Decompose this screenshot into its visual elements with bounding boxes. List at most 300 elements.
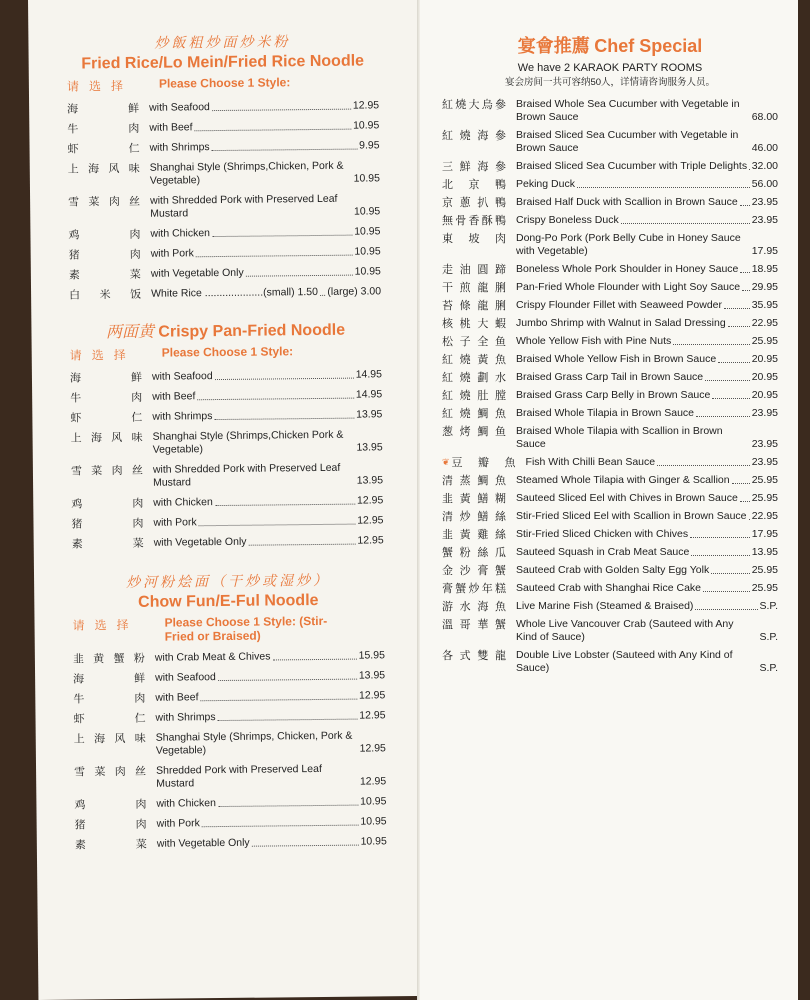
menu-item	[67, 99, 379, 115]
dot-leader	[740, 501, 750, 502]
menu-item-price: 12.95	[359, 709, 386, 722]
menu-item-price: 23.95	[751, 456, 778, 468]
menu-item	[442, 196, 778, 209]
menu-item-desc	[516, 317, 778, 330]
section-title-cn: 炒飯粗炒面炒米粉	[154, 34, 291, 52]
menu-item-cn: 金沙膏蟹	[442, 564, 506, 577]
menu-item-price: 22.95	[751, 510, 778, 522]
menu-item-price: 12.95	[357, 534, 384, 547]
menu-item-price: 22.95	[751, 317, 778, 329]
dot-leader	[695, 609, 757, 610]
menu-item-cn: 海鲜	[69, 370, 143, 385]
menu-item-desc	[516, 129, 778, 155]
menu-item	[442, 335, 778, 348]
menu-item	[73, 649, 385, 665]
menu-item-en: Fish With Chilli Bean Sauce	[525, 456, 656, 468]
menu-item	[67, 119, 379, 135]
menu-item-desc	[151, 285, 381, 300]
menu-item	[67, 139, 379, 155]
menu-item-cn: 清蒸鯛魚	[442, 474, 506, 487]
menu-item-en: with Seafood	[151, 370, 213, 383]
menu-item-en: with Vegetable Only	[153, 535, 247, 549]
menu-item-price: S.P.	[759, 662, 778, 674]
menu-item	[74, 795, 386, 811]
menu-item	[442, 407, 778, 420]
menu-item-price: 46.00	[751, 142, 778, 154]
menu-item	[442, 510, 778, 523]
menu-item	[71, 494, 383, 510]
menu-item-en: Crispy Boneless Duck	[516, 214, 619, 226]
menu-item-desc	[153, 461, 383, 489]
menu-item	[442, 281, 778, 294]
menu-item-desc	[155, 669, 385, 684]
dot-leader	[712, 398, 749, 399]
menu-item-cn: 清炒鱔絲	[442, 510, 506, 523]
menu-item-price: 10.95	[354, 265, 381, 278]
menu-item-cn: 紅燒海參	[442, 129, 506, 142]
menu-item-en: Braised Whole Yellow Fish in Brown Sauce	[516, 353, 717, 365]
menu-item-desc	[155, 649, 385, 664]
dot-leader	[197, 398, 354, 401]
menu-item-en: with Chicken	[150, 227, 211, 240]
menu-item	[442, 317, 778, 330]
menu-item-price: 10.95	[353, 205, 381, 218]
menu-item-desc	[516, 335, 778, 348]
menu-item-en: Shanghai Style (Shrimps,Chicken, Pork & Vegetable)	[149, 159, 344, 187]
dot-leader	[196, 255, 353, 258]
menu-item	[442, 389, 778, 402]
menu-item-cn: 豆瓣魚	[451, 456, 516, 469]
choose-en: Please Choose 1 Style:	[161, 344, 294, 360]
menu-item-desc	[151, 245, 381, 260]
choose-en: Please Choose 1 Style: (Stir-Fried or Braised)	[164, 613, 328, 644]
menu-list	[67, 99, 381, 301]
dot-leader	[742, 290, 750, 291]
menu-item-price: 13.95	[356, 474, 384, 487]
menu-item-en: Braised Whole Tilapia in Brown Sauce	[516, 407, 695, 419]
menu-item-price: 20.95	[751, 389, 778, 401]
menu-item-en: with Shredded Pork with Preserved Leaf Mustard	[152, 461, 341, 489]
section-title-cn: 炒河粉烩面（干炒或湿炒）	[126, 572, 331, 592]
menu-item-price: (large) 3.00	[327, 285, 382, 298]
menu-item-cn: 海鲜	[67, 101, 140, 116]
menu-item-desc	[150, 225, 380, 240]
menu-item-en: Braised Grass Carp Tail in Brown Sauce	[516, 371, 704, 383]
menu-list	[73, 649, 387, 851]
menu-item-cn: 虾仁	[70, 410, 143, 425]
menu-item-desc	[150, 192, 380, 220]
dot-leader	[728, 326, 750, 327]
menu-item-cn: 素菜	[68, 267, 141, 282]
menu-item-desc	[516, 528, 778, 541]
menu-item	[442, 263, 778, 276]
menu-item-cn: 紅燒黃魚	[442, 353, 506, 366]
section-title-en: Fried Rice/Lo Mein/Fried Rice Noodle	[81, 52, 365, 73]
dot-leader	[215, 504, 355, 506]
menu-item	[73, 689, 385, 705]
menu-item-desc	[153, 494, 383, 509]
menu-item-en: with Pork	[156, 817, 200, 830]
menu-item-price: 20.95	[751, 353, 778, 365]
menu-item-price: 14.95	[355, 388, 383, 401]
menu-item-en: Double Live Lobster (Sauteed with Any Kind of Sauce)	[516, 649, 733, 674]
menu-item-cn: 蟹粉絲瓜	[442, 546, 506, 559]
menu-item-price: 56.00	[751, 178, 778, 190]
menu-item-en: with Shrimps	[155, 711, 216, 724]
menu-item-desc	[516, 564, 778, 577]
menu-item-cn: 北京鴨	[442, 178, 506, 191]
menu-item-cn: 紅燒大烏參	[442, 98, 506, 111]
menu-item-cn: 韭黃鱔糊	[442, 492, 506, 505]
choose-en: Please Choose 1 Style:	[158, 75, 291, 91]
menu-item-price: 23.95	[751, 214, 778, 226]
menu-item-price: 15.95	[358, 649, 385, 662]
menu-item-price: 12.95	[357, 514, 384, 527]
menu-item-price: 12.95	[359, 742, 386, 755]
menu-item-desc	[157, 815, 387, 830]
menu-item-cn: 無骨香酥鴨	[442, 214, 506, 227]
menu-item-desc	[152, 388, 382, 403]
menu-item-cn: 游水海魚	[442, 600, 506, 613]
menu-item-cn: 素菜	[74, 837, 147, 852]
dot-leader	[718, 362, 750, 363]
menu-item-en: with Vegetable Only	[156, 836, 250, 850]
menu-item	[73, 669, 385, 685]
menu-item-cn: 虾仁	[67, 141, 140, 156]
menu-item	[442, 214, 778, 227]
menu-item-cn: 虾仁	[73, 711, 146, 726]
menu-item-en: Braised Sliced Sea Cucumber with Vegetable in Brown Sauce	[516, 129, 739, 154]
menu-item-en: Live Marine Fish (Steamed & Braised)	[516, 600, 694, 612]
menu-item-desc	[150, 159, 380, 187]
menu-item-price: 13.95	[356, 408, 383, 421]
menu-item	[442, 456, 778, 469]
dot-leader	[201, 699, 358, 702]
menu-item	[75, 815, 387, 831]
menu-item	[442, 582, 778, 595]
menu-item-en: with Chicken	[156, 797, 217, 810]
dot-leader	[212, 109, 351, 111]
menu-item-en: Whole Live Vancouver Crab (Sauteed with Any Kind of Sauce)	[516, 618, 734, 643]
dot-leader	[212, 149, 357, 152]
menu-item-price: 12.95	[356, 494, 384, 507]
menu-item-price: 25.95	[751, 474, 778, 486]
menu-item-cn: 猪肉	[71, 516, 144, 531]
dot-leader	[249, 544, 356, 546]
menu-item-en: with Beef	[152, 390, 196, 403]
menu-item-price: 10.95	[354, 225, 381, 238]
menu-item-price: 10.95	[360, 815, 387, 828]
menu-item-en: Steamed Whole Tilapia with Ginger & Scallion	[516, 474, 730, 486]
menu-item-en: Crispy Flounder Fillet with Seaweed Powder	[516, 299, 723, 311]
menu-item	[73, 709, 385, 725]
menu-item-en: Dong-Po Pork (Pork Belly Cube in Honey Sauce with Vegetable)	[516, 232, 741, 257]
menu-item-desc	[157, 835, 387, 850]
menu-item-desc	[516, 178, 778, 191]
menu-item	[70, 388, 382, 404]
spicy-icon: ❦	[442, 457, 450, 467]
menu-item-desc	[516, 196, 778, 209]
menu-item-price: 23.95	[751, 196, 778, 208]
dot-leader	[703, 591, 750, 592]
choose-style-line	[70, 343, 382, 363]
menu-item-cn: 葱烤鯛鱼	[442, 425, 506, 438]
menu-item	[75, 835, 387, 851]
menu-item-en: with Shredded Pork with Preserved Leaf Mustard	[150, 192, 338, 220]
menu-item-en: Braised Whole Tilapia with Scallion in Brown Sauce	[516, 425, 723, 450]
menu-item-cn: 猪肉	[68, 247, 141, 262]
menu-item-cn: 松子全鱼	[442, 335, 506, 348]
menu-item-en: with Seafood	[155, 671, 216, 684]
menu-item-desc	[152, 368, 382, 383]
menu-item-desc	[516, 492, 778, 505]
menu-item-price: 10.95	[354, 245, 381, 258]
menu-item-en: with Shrimps	[152, 410, 213, 423]
menu-item	[442, 160, 778, 173]
menu-item-en: Sauteed Crab with Golden Salty Egg Yolk	[516, 564, 710, 576]
menu-item-cn: 牛肉	[67, 121, 140, 136]
menu-item-price: 29.95	[751, 281, 778, 293]
choose-style-line	[67, 74, 379, 94]
menu-item	[69, 245, 381, 261]
dot-leader	[195, 129, 352, 132]
menu-item	[68, 225, 380, 241]
menu-item-en: with Beef	[155, 691, 199, 704]
menu-item-en: Boneless Whole Pork Shoulder in Honey Sauce	[516, 263, 739, 275]
dot-leader	[724, 308, 750, 309]
menu-item-price: 14.95	[355, 368, 383, 381]
menu-item-desc	[516, 98, 778, 124]
menu-item-desc	[516, 649, 778, 675]
menu-item-price: 18.95	[751, 263, 778, 275]
menu-item-price: 13.95	[751, 546, 778, 558]
menu-item-desc	[516, 600, 778, 613]
menu-item-price: 32.00	[751, 160, 778, 172]
menu-list	[70, 368, 384, 550]
menu-item-desc	[516, 160, 778, 173]
menu-item	[442, 98, 778, 124]
menu-item-cn: 白米饭	[69, 287, 142, 302]
dot-leader	[657, 465, 750, 466]
dot-leader	[691, 555, 749, 556]
menu-item-desc	[516, 425, 778, 451]
menu-item	[71, 461, 383, 490]
menu-item-desc	[155, 689, 385, 704]
menu-item-cn: 紅燒肚膛	[442, 389, 506, 402]
menu-item	[68, 192, 380, 221]
menu-item-en: Sauteed Crab with Shanghai Rice Cake	[516, 582, 702, 594]
dot-leader	[711, 573, 750, 574]
menu-item-en: Shredded Pork with Preserved Leaf Mustard	[156, 762, 322, 790]
menu-item-en: with Crab Meat & Chives	[154, 650, 271, 664]
menu-item-cn: 素菜	[71, 536, 144, 551]
menu-item-price: 13.95	[356, 441, 383, 454]
menu-item-cn: 核桃大蝦	[442, 317, 506, 330]
menu-item-desc	[516, 214, 778, 227]
menu-item-price: 20.95	[751, 371, 778, 383]
chow-fun-section	[72, 569, 387, 851]
right-menu-page	[420, 0, 798, 1000]
menu-item	[442, 600, 778, 613]
dot-leader	[252, 845, 359, 847]
menu-item-desc	[516, 389, 778, 402]
menu-item-price: 10.95	[360, 795, 387, 808]
menu-item-cn: 上海风味	[70, 430, 143, 445]
menu-item-cn: 海鲜	[73, 671, 146, 686]
menu-item-price: 23.95	[751, 407, 778, 419]
dot-leader	[246, 275, 353, 277]
dot-leader	[272, 659, 356, 661]
dot-leader	[673, 344, 749, 345]
menu-item-cn: 鸡肉	[74, 797, 147, 812]
choose-style-line	[72, 613, 384, 644]
menu-item	[442, 425, 778, 451]
menu-item-desc	[154, 534, 384, 549]
menu-item-cn: 各式雙龍	[442, 649, 506, 662]
menu-item	[442, 371, 778, 384]
menu-item	[442, 564, 778, 577]
menu-item-desc	[516, 263, 778, 276]
dot-leader	[320, 295, 325, 296]
menu-item-price: 35.95	[751, 299, 778, 311]
section-title-cn: 两面黄	[105, 321, 154, 342]
menu-item	[71, 514, 383, 530]
menu-item-desc	[516, 582, 778, 595]
menu-item-cn: 東坡肉	[442, 232, 506, 245]
menu-item-price: 10.95	[353, 172, 380, 185]
menu-item-desc	[516, 546, 778, 559]
menu-item-desc	[516, 353, 778, 366]
menu-item-cn: 上海风味	[67, 161, 140, 176]
menu-item-desc	[153, 514, 383, 529]
menu-item-desc	[516, 371, 778, 384]
menu-item	[442, 299, 778, 312]
menu-item-desc	[156, 729, 386, 757]
party-rooms-note-cn: 宴会房间一共可容纳50人，详情请咨询服务人员。	[504, 77, 716, 88]
dot-leader	[215, 378, 354, 380]
menu-item-desc	[151, 265, 381, 280]
menu-item-en: Shanghai Style (Shrimps,Chicken Pork & Vegetable)	[152, 428, 344, 456]
dot-leader	[218, 805, 358, 807]
menu-item-price: 17.95	[751, 245, 778, 257]
menu-item-price: 23.95	[751, 438, 778, 450]
menu-item	[74, 762, 386, 791]
party-rooms-note: We have 2 KARAOK PARTY ROOMS	[517, 62, 703, 74]
menu-item	[442, 649, 778, 675]
dot-leader	[212, 235, 352, 237]
menu-item-en: with Beef	[149, 121, 193, 134]
menu-item-desc	[516, 510, 778, 523]
menu-item-desc	[526, 456, 778, 469]
menu-item	[442, 618, 778, 644]
menu-item-price: 9.95	[359, 139, 380, 152]
menu-item-cn: 牛肉	[73, 691, 146, 706]
menu-item-en: Whole Yellow Fish with Pine Nuts	[516, 335, 672, 347]
menu-item	[442, 474, 778, 487]
chef-special-title	[442, 32, 778, 58]
menu-item-price: 25.95	[751, 335, 778, 347]
menu-item-cn: 雪菜肉丝	[74, 764, 147, 779]
menu-item-price: S.P.	[759, 600, 778, 612]
dot-leader	[690, 537, 750, 538]
menu-item-price: 12.95	[359, 775, 387, 788]
choose-cn: 请选择	[72, 617, 139, 633]
menu-item	[70, 368, 382, 384]
menu-item	[74, 729, 386, 758]
menu-item-price: 25.95	[751, 582, 778, 594]
menu-item-en: Braised Whole Sea Cucumber with Vegetable in Brown Sauce	[516, 98, 740, 123]
menu-item-cn: 上海风味	[73, 731, 146, 746]
dot-leader	[740, 272, 749, 273]
menu-item-en: with Pork	[153, 516, 197, 529]
menu-item-desc	[516, 299, 778, 312]
menu-item-desc	[516, 232, 778, 258]
dot-leader	[749, 519, 750, 520]
dot-leader	[621, 223, 750, 224]
menu-item-price: 10.95	[352, 119, 380, 132]
menu-item-price: 68.00	[751, 111, 778, 123]
menu-item-en: Peking Duck	[516, 178, 575, 190]
section-title	[69, 316, 381, 342]
menu-item-cn: 紅燒鯛魚	[442, 407, 506, 420]
dot-leader	[577, 187, 750, 188]
menu-item	[71, 428, 383, 457]
menu-item-price: 12.95	[352, 99, 380, 112]
menu-item-price: 13.95	[358, 669, 386, 682]
menu-item-price: 25.95	[751, 564, 778, 576]
menu-item	[69, 285, 381, 301]
menu-item-cn: 走油圓蹄	[442, 263, 506, 276]
menu-item-en: Braised Grass Carp Belly in Brown Sauce	[516, 389, 711, 401]
dot-leader	[199, 524, 356, 527]
menu-item-desc	[155, 709, 385, 724]
menu-item-cn: 鸡肉	[68, 227, 141, 242]
menu-item-en: with Shrimps	[149, 141, 210, 154]
dot-leader	[696, 416, 750, 417]
menu-item-desc	[149, 119, 379, 134]
chef-special-list	[442, 98, 778, 675]
menu-item-cn: 牛肉	[70, 390, 143, 405]
menu-item-cn: 干煎龍脷	[442, 281, 506, 294]
menu-item-en: Braised Sliced Sea Cucumber with Triple Delights	[516, 160, 748, 172]
menu-item-en: Shanghai Style (Shrimps, Chicken, Pork & Vegetable)	[155, 729, 353, 757]
menu-item-price: 25.95	[751, 492, 778, 504]
menu-item-cn: 韭黃雞絲	[442, 528, 506, 541]
menu-item-en: Braised Half Duck with Scallion in Brown Sauce	[516, 196, 738, 208]
menu-item-price: S.P.	[759, 631, 778, 643]
fried-rice-section	[66, 30, 381, 301]
menu-item-cn: 雪菜肉丝	[68, 194, 141, 209]
dot-leader	[218, 719, 358, 721]
menu-item	[442, 353, 778, 366]
menu-item-desc	[516, 281, 778, 294]
menu-item-desc	[153, 428, 383, 456]
menu-item-cn: 京蔥扒鴨	[442, 196, 506, 209]
title-cn: 宴會推薦	[517, 36, 590, 57]
dot-leader	[218, 679, 357, 681]
menu-item	[69, 265, 381, 281]
menu-item	[442, 178, 778, 191]
menu-item-en: Jumbo Shrimp with Walnut in Salad Dressing	[516, 317, 726, 329]
menu-item	[442, 129, 778, 155]
menu-item-desc	[152, 408, 382, 423]
menu-item	[68, 159, 380, 188]
menu-item-cn: 猪肉	[74, 817, 147, 832]
menu-item-desc	[516, 618, 778, 644]
menu-item-cn: 三鮮海參	[442, 160, 506, 173]
choose-cn: 请选择	[66, 78, 133, 94]
dot-leader	[202, 825, 359, 828]
